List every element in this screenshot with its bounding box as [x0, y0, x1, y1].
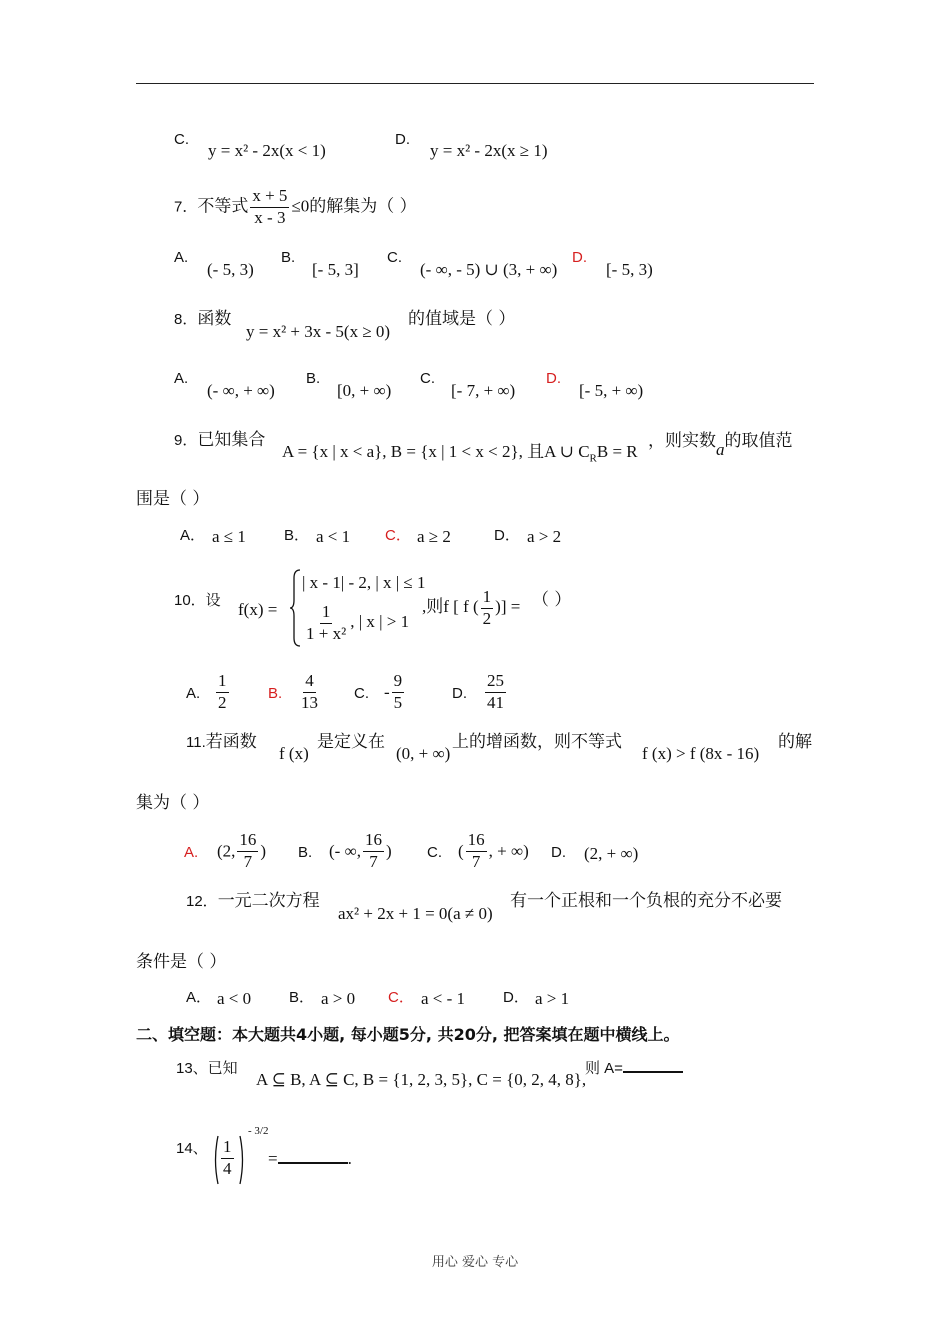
q9-number: 9． — [174, 432, 198, 449]
q12-stem-post: 有一个正根和一个负根的充分不必要 — [510, 891, 782, 911]
q10-option-c-expr — [384, 672, 406, 712]
q14-end: . — [347, 1149, 352, 1168]
q9-option-d-expr: a > 2 — [527, 527, 562, 546]
q6-option-d — [395, 131, 410, 148]
q10-stem — [174, 592, 221, 609]
q6-option-d-label: D. — [395, 131, 410, 148]
q14-exponent: - 3/2 — [248, 1125, 269, 1137]
q6-option-c-expr: y = x² - 2x(x < 1) — [208, 141, 326, 160]
q9-line2: 围是（ ） — [136, 489, 210, 509]
q11-option-a-frac — [237, 831, 258, 871]
q14-eq — [268, 1150, 352, 1167]
q11-option-c-post: , + ∞) — [488, 841, 529, 861]
q10-tail-post: )] = — [495, 597, 521, 617]
q11-stem-pre: 若函数 — [205, 732, 257, 752]
q6-option-d-expr: y = x² - 2x(x ≥ 1) — [430, 141, 548, 160]
q10-case2-cond: , | x | > 1 — [350, 612, 410, 632]
q9-expr-main: A = {x | x < a}, B = {x | 1 < x < 2}, 且A ∪ C — [282, 442, 590, 461]
q10-option-a-expr — [214, 672, 231, 712]
q8-stem-pre: 函数 — [197, 309, 232, 329]
q9-option-b-expr: a < 1 — [316, 527, 351, 546]
q14-eq-sign: = — [268, 1149, 278, 1168]
q10-fx: f(x) = — [238, 600, 278, 619]
q7-option-c-label: C. — [387, 249, 402, 266]
q8-option-b-label: B. — [306, 370, 321, 387]
q13-answer — [585, 1060, 683, 1077]
q7-fraction — [250, 187, 289, 227]
q11-option-c-label: C. — [427, 844, 442, 861]
q13-answer-blank[interactable] — [623, 1071, 683, 1073]
q12-option-a-expr: a < 0 — [217, 989, 252, 1008]
q10-option-d-num: 25 — [485, 672, 506, 693]
q9-stem-tail — [648, 431, 793, 459]
q10-option-b-label: B. — [268, 685, 283, 702]
q8-option-a-expr: (- ∞, + ∞) — [207, 381, 275, 400]
q10-option-c-den: 5 — [393, 692, 403, 712]
q11-option-b-pre: (- ∞, — [329, 841, 361, 861]
q11-option-a-post: ) — [260, 841, 267, 861]
q11-option-b-expr — [329, 831, 392, 871]
q8-stem — [174, 311, 231, 328]
q10-option-a-num: 1 — [216, 672, 229, 693]
q10-option-c-num: 9 — [392, 672, 405, 693]
q9-option-c-expr: a ≥ 2 — [417, 527, 451, 546]
q12-number: 12． — [186, 893, 218, 910]
q11-option-c-num: 16 — [466, 831, 487, 852]
q10-tail-frac — [481, 588, 494, 628]
q10-case2-frac — [304, 603, 348, 643]
q7-option-b-expr: [- 5, 3] — [312, 260, 359, 279]
q9-stem-post: 的取值范 — [724, 431, 793, 451]
q14-answer-blank[interactable] — [278, 1162, 348, 1164]
q11-option-b-num: 16 — [363, 831, 384, 852]
q8-number: 8． — [174, 311, 198, 328]
q12-option-d-label: D． — [503, 989, 529, 1006]
q11-option-c-frac — [466, 831, 487, 871]
q8-stem-post: 的值域是（ ） — [408, 309, 516, 329]
q10-option-c-sign: - — [384, 682, 390, 702]
q12-line2: 条件是（ ） — [136, 952, 227, 972]
q8-option-c-expr: [- 7, + ∞) — [451, 381, 516, 400]
q10-tail-pre: ,则f [ f ( — [422, 597, 479, 617]
q10-option-a-label: A. — [186, 685, 201, 702]
q11-line2: 集为（ ） — [136, 793, 210, 813]
q9-expr-sub: R — [589, 452, 597, 465]
q14-frac-num: 1 — [221, 1138, 234, 1159]
q13-number: 13、已知 — [176, 1060, 238, 1077]
q10-option-c-frac — [392, 672, 405, 712]
q11-option-b-label: B. — [298, 844, 313, 861]
q12-option-b-label: B． — [289, 989, 315, 1006]
q10-option-a-den: 2 — [218, 692, 227, 712]
q11-stem-post: 的解 — [778, 732, 812, 752]
q10-option-b-den: 13 — [301, 692, 318, 712]
q8-option-d-expr: [- 5, + ∞) — [579, 381, 644, 400]
q11-option-b-den: 7 — [369, 851, 378, 871]
section-2-heading: 二、填空题：本大题共4小题, 每小题5分, 共20分, 把答案填在题中横线上。 — [136, 1025, 680, 1044]
q10-tail — [422, 588, 520, 628]
q7-option-d-label: D. — [572, 249, 587, 266]
q14-frac-den: 4 — [223, 1158, 232, 1178]
q8-option-d-label: D. — [546, 370, 561, 387]
q10-brace — [290, 568, 302, 648]
q13-tail: 则 A= — [585, 1060, 623, 1077]
q12-stem — [186, 893, 320, 910]
q7-stem — [174, 187, 417, 227]
q11-stem-mid: 是定义在 — [317, 732, 385, 752]
q10-option-a-frac — [216, 672, 229, 712]
q11-option-a-label: A. — [184, 844, 199, 861]
q9-option-c-label: C． — [385, 527, 411, 544]
q7-option-d-expr: [- 5, 3) — [606, 260, 653, 279]
q10-case2 — [302, 603, 409, 643]
q10-number: 10．设 — [174, 592, 221, 609]
q12-option-c-expr: a < - 1 — [421, 989, 466, 1008]
q9-option-a-label: A． — [180, 527, 206, 544]
q12-stem-pre: 一元二次方程 — [217, 891, 320, 911]
q10-tail-num: 1 — [481, 588, 494, 609]
q9-stem-mid: ，则实数 — [648, 431, 716, 451]
q11-ineq: f (x) > f (8x - 16) — [642, 744, 760, 763]
q11-option-a-den: 7 — [243, 851, 253, 871]
q10-case1: | x - 1| - 2, | x | ≤ 1 — [302, 573, 426, 592]
q7-frac-num: x + 5 — [250, 187, 289, 208]
q11-option-d-label: D. — [551, 844, 566, 861]
q10-option-d-label: D. — [452, 685, 467, 702]
q7-number: 7． — [174, 198, 198, 216]
q7-frac-den: x - 3 — [254, 207, 286, 227]
q9-expr — [282, 443, 638, 464]
q11-option-c-expr — [458, 831, 529, 871]
q14-number: 14、 — [176, 1140, 208, 1157]
q7-option-a-expr: (- 5, 3) — [207, 260, 254, 279]
q10-case2-den: 1 + x² — [306, 623, 347, 643]
q7-stem-pre: 不等式 — [197, 196, 249, 217]
q12-option-c-label: C． — [388, 989, 414, 1006]
page-footer: 用心 爱心 专心 — [431, 1255, 519, 1270]
q6-option-c-label: C. — [174, 131, 189, 148]
q9-stem-pre: 已知集合 — [197, 430, 266, 450]
q11-option-b-frac — [363, 831, 384, 871]
q12-option-d-expr: a > 1 — [535, 989, 570, 1008]
q9-option-a-expr: a ≤ 1 — [212, 527, 246, 546]
q11-option-c-pre: ( — [458, 841, 464, 861]
q11-option-d-expr: (2, + ∞) — [584, 844, 639, 863]
q7-stem-mid: ≤0 — [291, 196, 310, 216]
q8-option-c-label: C. — [420, 370, 435, 387]
q11-option-a-pre: (2, — [217, 841, 236, 861]
q10-option-b-num: 4 — [303, 672, 316, 693]
q10-tail-den: 2 — [482, 608, 492, 628]
q11-stem — [186, 734, 257, 751]
q14-base — [219, 1138, 236, 1178]
q11-stem-mid2: 上的增函数，则不等式 — [452, 732, 622, 752]
q11-interval: (0, + ∞) — [396, 744, 451, 763]
q9-option-b-label: B． — [284, 527, 310, 544]
q14-frac — [221, 1138, 234, 1178]
q9-var: a — [716, 440, 725, 459]
q11-fx: f (x) — [279, 744, 309, 763]
q11-option-b-post: ) — [385, 841, 392, 861]
q10-option-b-frac — [299, 672, 320, 712]
q10-case2-num: 1 — [320, 603, 333, 624]
q10-paren: （ ） — [532, 590, 572, 610]
q8-option-b-expr: [0, + ∞) — [337, 381, 392, 400]
q6-option-c — [174, 131, 189, 148]
q9-expr-tail: B = R — [596, 442, 638, 461]
q8-expr: y = x² + 3x - 5(x ≥ 0) — [246, 322, 391, 341]
q11-number: 11. — [186, 734, 206, 751]
q11-option-a-expr — [217, 831, 266, 871]
q12-option-a-label: A． — [186, 989, 212, 1006]
q10-option-c-label: C. — [354, 685, 369, 702]
q10-option-d-den: 41 — [487, 692, 504, 712]
q13-stem — [176, 1060, 238, 1077]
q10-option-d-expr — [483, 672, 508, 712]
q10-option-b-expr — [297, 672, 322, 712]
q9-stem — [174, 432, 265, 449]
q7-option-b-label: B. — [281, 249, 296, 266]
q11-option-c-den: 7 — [471, 851, 481, 871]
q7-stem-post: 的解集为（ ） — [309, 196, 417, 217]
q13-expr: A ⊆ B, A ⊆ C, B = {1, 2, 3, 5}, C = {0, 2, 4, 8}, — [256, 1070, 587, 1089]
header-rule — [136, 83, 814, 84]
q12-option-b-expr: a > 0 — [321, 989, 356, 1008]
q12-expr: ax² + 2x + 1 = 0(a ≠ 0) — [338, 904, 493, 923]
q7-option-a-label: A. — [174, 249, 189, 266]
q9-option-d-label: D． — [494, 527, 520, 544]
q10-option-d-frac — [485, 672, 506, 712]
q11-option-a-num: 16 — [237, 831, 258, 852]
q8-option-a-label: A. — [174, 370, 189, 387]
q7-option-c-expr: (- ∞, - 5) ∪ (3, + ∞) — [420, 260, 558, 279]
